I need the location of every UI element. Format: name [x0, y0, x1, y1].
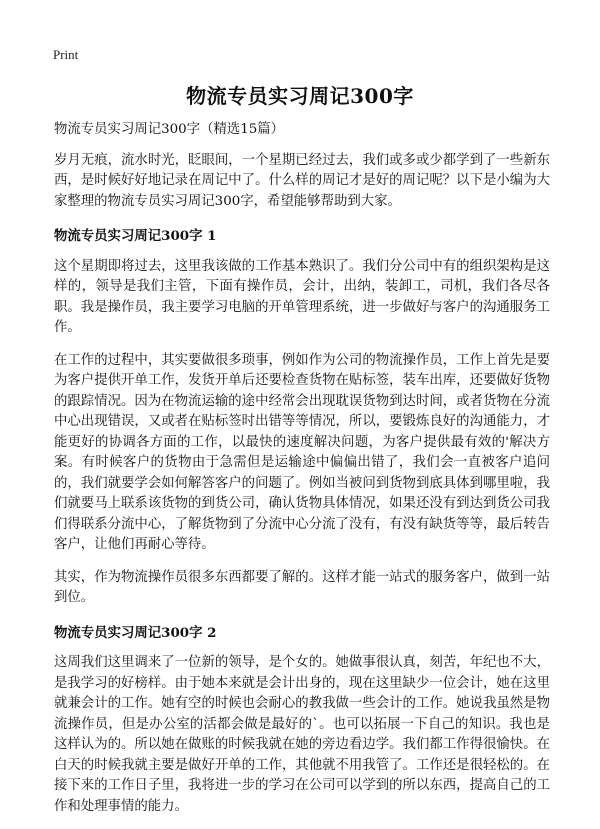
section-1 — [54, 226, 550, 609]
section-paragraph: 这个星期即将过去，这里我该做的工作基本熟识了。我们分公司中有的组织架构是这样的，领导是我们主管，下面有操作员，会计，出纳，装卸工，司机，我们各尽各职。我是操作员，我主要学习电脑的开单管理系统，进一步做好与客户的沟通服务工作。 — [54, 258, 550, 335]
section-paragraph: 在工作的过程中，其实要做很多琐事，例如作为公司的物流操作员，工作上首先是要为客户提供开单工作，发货开单后还要检查货物在贴标签，装车出库，还要做好货物的跟踪情况。因为在物流运输的途中经常会出现耽误货物到达时间，或者货物在分流中心出现错误，又或者在贴标签时出错等等情况，所以，要锻炼良好的沟通能力，才能更好的协调各方面的工作，以最快的速度解决问题，为客户提供最有效的'解决方案。有时候客户的货物由于急需但是运输途中偏偏出错了，我们会一直被客户追问的，我们就要学会如何解答客户的问题了。例如当被问到货物到底具体到哪里啦，我们就要马上联系该货物的到货公司，确认货物具体情况，如果还没有到达到货公司我们得联系分流中心，了解货物到了分流中心分流了没有，有没有缺货等等，最后转告客户，让他们再耐心等待。 — [54, 352, 550, 552]
intro-paragraph: 岁月无痕，流水时光，眨眼间，一个星期已经过去，我们或多或少都学到了一些新东西，是时候好好地记录在周记中了。什么样的周记才是好的周记呢？以下是小编为大家整理的物流专员实习周记300字，希望能够帮助到大家。 — [54, 152, 550, 209]
page-title: 物流专员实习周记300字 — [186, 84, 414, 108]
section-paragraph: 其实，作为物流操作员很多东西都要了解的。这样才能一站式的服务客户，做到一站到位。 — [54, 569, 550, 605]
print-link[interactable]: Print — [53, 47, 79, 62]
section-paragraph: 这周我们这里调来了一位新的领导，是个女的。她做事很认真，刻苦，年纪也不大，是我学习的好榜样。由于她本来就是会计出身的，现在这里缺少一位会计，她在这里就兼会计的工作。她有空的时候也会耐心的教我做一些会计的工作。她说我虽然是物流操作员，但是办公室的活都会做是最好的`。也可以拓展一下自己的知识。我也是这样认为的。所以她在做账的时候我就在她的旁边看边学。我们都工作得很愉快。在白天的时候我就主要是做好开单的工作，其他就不用我管了。工作还是很轻松的。在接下来的工作日子里，我将进一步的学习在公司可以学到的所以东西，提高自己的工作和处理事情的能力。 — [54, 655, 550, 814]
section-2 — [54, 623, 550, 818]
article-subtitle: 物流专员实习周记300字（精选15篇） — [54, 122, 285, 137]
section-heading: 物流专员实习周记300字 2 — [54, 624, 217, 641]
article-body — [54, 120, 550, 829]
section-heading: 物流专员实习周记300字 1 — [54, 228, 217, 244]
